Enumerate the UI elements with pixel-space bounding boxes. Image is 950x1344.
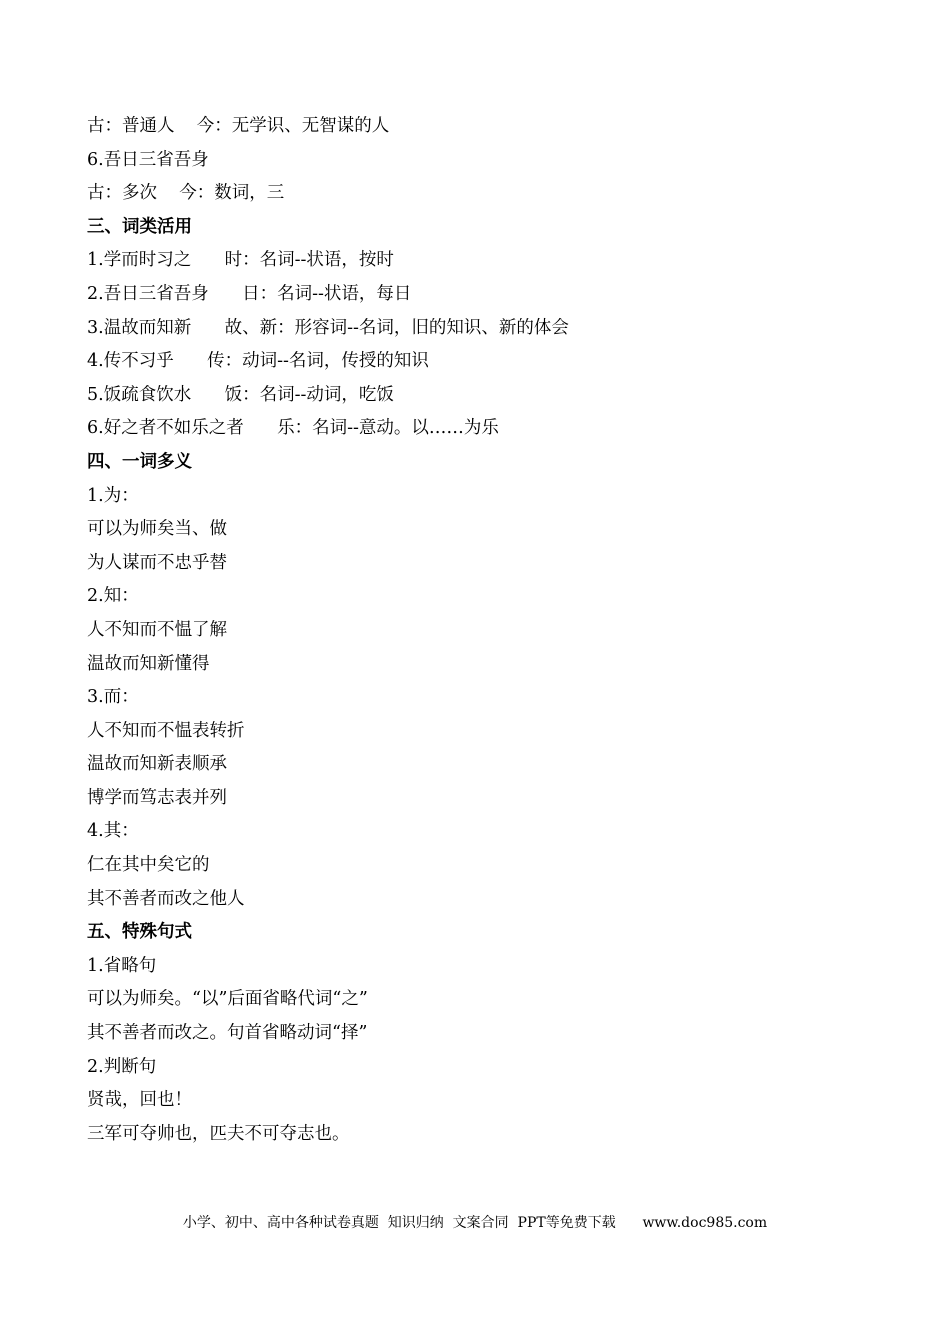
section-heading: 五、特殊句式 [87, 922, 192, 943]
text-line: 2.判断句 [87, 1056, 157, 1077]
text-line: 4.其： [87, 821, 139, 842]
text-line: 人不知而不愠了解 [87, 619, 227, 640]
text-line: 5.饭疏食饮水 饭：名词--动词，吃饭 [87, 384, 394, 405]
text-line: 其不善者而改之。句首省略动词“择” [87, 1023, 368, 1044]
text-line: 贤哉，回也！ [87, 1090, 192, 1111]
text-line: 1.省略句 [87, 955, 157, 976]
text-line: 3.而： [87, 687, 139, 708]
document-body [87, 110, 867, 1151]
text-line: 1.为： [87, 485, 139, 506]
section-heading: 三、词类活用 [87, 216, 192, 237]
text-line: 为人谋而不忠乎替 [87, 552, 227, 573]
text-line: 6.吾日三省吾身 [87, 149, 209, 170]
text-line: 温故而知新表顺承 [87, 754, 227, 775]
text-line: 3.温故而知新 故、新：形容词--名词，旧的知识、新的体会 [87, 317, 569, 338]
text-line: 4.传不习乎 传：动词--名词，传授的知识 [87, 351, 429, 372]
text-line: 古：多次 今：数词，三 [87, 183, 285, 204]
text-line: 仁在其中矣它的 [87, 855, 210, 876]
text-line: 2.知： [87, 586, 139, 607]
text-line: 博学而笃志表并列 [87, 787, 227, 808]
text-line: 可以为师矣。“以”后面省略代词“之” [87, 989, 368, 1010]
text-line: 人不知而不愠表转折 [87, 720, 245, 741]
text-line: 可以为师矣当、做 [87, 519, 227, 540]
text-line: 其不善者而改之他人 [87, 888, 245, 909]
text-line: 温故而知新懂得 [87, 653, 210, 674]
section-heading: 四、一词多义 [87, 451, 192, 472]
text-line: 1.学而时习之 时：名词--状语，按时 [87, 250, 394, 271]
text-line: 6.好之者不如乐之者 乐：名词--意动。以……为乐 [87, 418, 499, 439]
text-line: 2.吾日三省吾身 日：名词--状语，每日 [87, 283, 412, 304]
text-line: 古：普通人 今：无学识、无智谋的人 [87, 116, 390, 136]
text-line: 三军可夺帅也，匹夫不可夺志也。 [87, 1123, 350, 1144]
page-footer: 小学、初中、高中各种试卷真题 知识归纳 文案合同 PPT等免费下载 www.doc985.com [182, 1215, 768, 1231]
